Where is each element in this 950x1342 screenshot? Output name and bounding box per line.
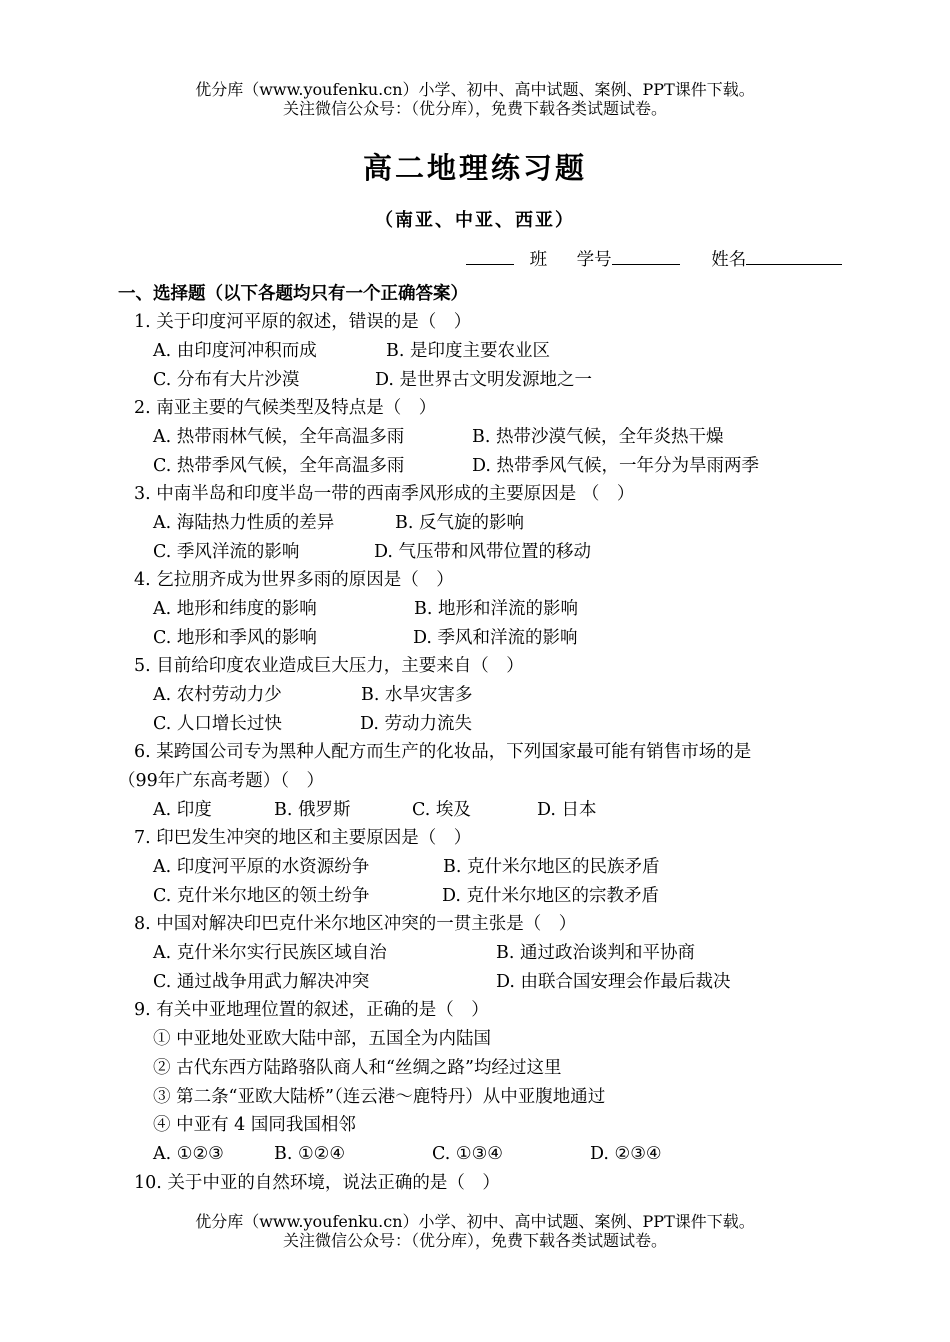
option-b: B. 水旱灾害多 bbox=[361, 685, 473, 705]
question-stem: 3. 中南半岛和印度半岛一带的西南季风形成的主要原因是 （ ） bbox=[134, 484, 635, 504]
question-stem: 8. 中国对解决印巴克什米尔地区冲突的一贯主张是（ ） bbox=[134, 914, 577, 934]
footer-line-1: 优分库（www.youfenku.cn）小学、初中、高中试题、案例、PPT课件下载。 bbox=[195, 1212, 755, 1231]
header-line-1: 优分库（www.youfenku.cn）小学、初中、高中试题、案例、PPT课件下载。 bbox=[195, 80, 755, 99]
option-c: C. 克什米尔地区的领土纷争 bbox=[153, 886, 370, 906]
footer-line-2: 关注微信公众号：（优分库），免费下载各类试题试卷。 bbox=[282, 1231, 667, 1250]
name-blank bbox=[746, 246, 842, 265]
class-label: 班 bbox=[529, 250, 548, 270]
option-d: D. ②③④ bbox=[590, 1144, 662, 1164]
header-line-2: 关注微信公众号：（优分库），免费下载各类试题试卷。 bbox=[282, 99, 667, 118]
option-c: C. 热带季风气候，全年高温多雨 bbox=[153, 456, 405, 476]
option-d: D. 克什米尔地区的宗教矛盾 bbox=[442, 886, 660, 906]
option-d: D. 热带季风气候，一年分为旱雨两季 bbox=[472, 456, 760, 476]
option-a: A. 印度河平原的水资源纷争 bbox=[153, 857, 370, 877]
option-d: D. 由联合国安理会作最后裁决 bbox=[496, 972, 731, 992]
option-b: B. ①②④ bbox=[274, 1144, 346, 1164]
option-d: D. 是世界古文明发源地之一 bbox=[375, 370, 593, 390]
option-b: B. 反气旋的影响 bbox=[395, 513, 524, 533]
question-stem: 1. 关于印度河平原的叙述，错误的是（ ） bbox=[134, 312, 472, 332]
section-heading: 一、选择题（以下各题均只有一个正确答案） bbox=[118, 284, 468, 304]
option-c: C. 人口增长过快 bbox=[153, 714, 282, 734]
question-stem: 9. 有关中亚地理位置的叙述，正确的是（ ） bbox=[134, 1000, 489, 1020]
option-a: A. 地形和纬度的影响 bbox=[153, 599, 317, 619]
class-blank bbox=[466, 246, 514, 265]
option-c: C. 通过战争用武力解决冲突 bbox=[153, 972, 370, 992]
statement-4: ④ 中亚有 4 国同我国相邻 bbox=[153, 1115, 356, 1135]
option-c: C. 地形和季风的影响 bbox=[153, 628, 317, 648]
question-stem: 4. 乞拉朋齐成为世界多雨的原因是（ ） bbox=[134, 570, 454, 590]
question-stem-continued: （99年广东高考题）（ ） bbox=[118, 771, 325, 791]
option-b: B. 克什米尔地区的民族矛盾 bbox=[443, 857, 660, 877]
option-c: C. 分布有大片沙漠 bbox=[153, 370, 300, 390]
option-c: C. ①③④ bbox=[432, 1144, 503, 1164]
option-c: C. 埃及 bbox=[412, 800, 471, 820]
student-info bbox=[466, 246, 842, 272]
option-b: B. 俄罗斯 bbox=[274, 800, 351, 820]
option-a: A. 海陆热力性质的差异 bbox=[153, 513, 335, 533]
option-d: D. 日本 bbox=[537, 800, 597, 820]
option-a: A. 由印度河冲积而成 bbox=[153, 341, 317, 361]
statement-2: ② 古代东西方陆路骆队商人和“丝绸之路”均经过这里 bbox=[153, 1058, 562, 1078]
option-a: A. 热带雨林气候，全年高温多雨 bbox=[153, 427, 405, 447]
statement-3: ③ 第二条“亚欧大陆桥”（连云港～鹿特丹）从中亚腹地通过 bbox=[153, 1087, 606, 1107]
page-title: 高二地理练习题 bbox=[362, 151, 587, 185]
option-a: A. 农村劳动力少 bbox=[153, 685, 282, 705]
number-blank bbox=[612, 246, 680, 265]
option-d: D. 季风和洋流的影响 bbox=[413, 628, 578, 648]
question-stem: 6. 某跨国公司专为黑种人配方而生产的化妆品，下列国家最可能有销售市场的是 bbox=[134, 742, 752, 762]
question-stem: 7. 印巴发生冲突的地区和主要原因是（ ） bbox=[134, 828, 472, 848]
question-stem: 2. 南亚主要的气候类型及特点是（ ） bbox=[134, 398, 437, 418]
option-b: B. 是印度主要农业区 bbox=[386, 341, 550, 361]
question-stem: 5. 目前给印度农业造成巨大压力，主要来自（ ） bbox=[134, 656, 524, 676]
page-subtitle: （南亚、中亚、西亚） bbox=[375, 210, 575, 231]
option-a: A. 印度 bbox=[153, 800, 212, 820]
option-a: A. ①②③ bbox=[153, 1144, 224, 1164]
option-d: D. 劳动力流失 bbox=[360, 714, 473, 734]
option-a: A. 克什米尔实行民族区域自治 bbox=[153, 943, 387, 963]
option-b: B. 地形和洋流的影响 bbox=[414, 599, 578, 619]
statement-1: ① 中亚地处亚欧大陆中部，五国全为内陆国 bbox=[153, 1029, 492, 1049]
question-stem: 10. 关于中亚的自然环境，说法正确的是（ ） bbox=[134, 1173, 500, 1193]
option-b: B. 通过政治谈判和平协商 bbox=[496, 943, 695, 963]
name-label: 姓名 bbox=[711, 250, 747, 270]
number-label: 学号 bbox=[576, 250, 612, 270]
option-b: B. 热带沙漠气候，全年炎热干燥 bbox=[472, 427, 724, 447]
option-d: D. 气压带和风带位置的移动 bbox=[374, 542, 592, 562]
option-c: C. 季风洋流的影响 bbox=[153, 542, 300, 562]
